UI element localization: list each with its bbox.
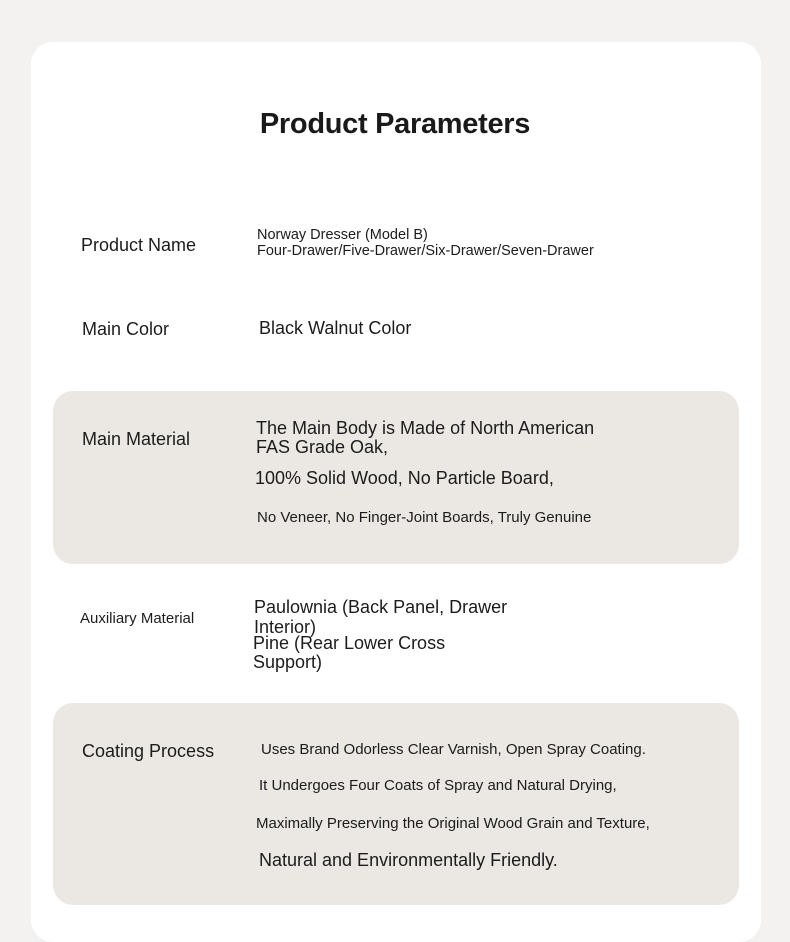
auxiliary-material-label: Auxiliary Material [80,610,195,627]
main-color-label: Main Color [82,319,170,339]
product-name-label: Product Name [81,235,197,255]
main-material-value-line-1: The Main Body is Made of North American [256,418,595,438]
coating-process-value-line-3: Maximally Preserving the Original Wood Grain and Texture, [256,815,650,832]
auxiliary-material-value-line-3: Pine (Rear Lower Cross [253,633,446,653]
coating-process-value-line-4: Natural and Environmentally Friendly. [259,850,558,870]
product-name-value-line-2: Four-Drawer/Five-Drawer/Six-Drawer/Seven-Drawer [257,243,594,259]
coating-process-band [53,703,739,905]
auxiliary-material-value-line-4: Support) [253,652,323,672]
coating-process-label: Coating Process [82,741,215,761]
main-material-value-line-2: FAS Grade Oak, [256,437,389,457]
page-title: Product Parameters [259,108,531,140]
main-color-value: Black Walnut Color [259,318,412,338]
coating-process-value-line-2: It Undergoes Four Coats of Spray and Natural Drying, [259,777,617,794]
main-material-value-line-3: 100% Solid Wood, No Particle Board, [255,468,554,488]
auxiliary-material-value-line-2: Interior) [254,617,317,637]
main-material-value-line-4: No Veneer, No Finger-Joint Boards, Truly Genuine [257,509,592,526]
product-name-value-line-1: Norway Dresser (Model B) [257,227,428,243]
auxiliary-material-value-line-1: Paulownia (Back Panel, Drawer [254,597,508,617]
main-material-label: Main Material [82,429,191,449]
coating-process-value-line-1: Uses Brand Odorless Clear Varnish, Open Spray Coating. [261,741,646,758]
